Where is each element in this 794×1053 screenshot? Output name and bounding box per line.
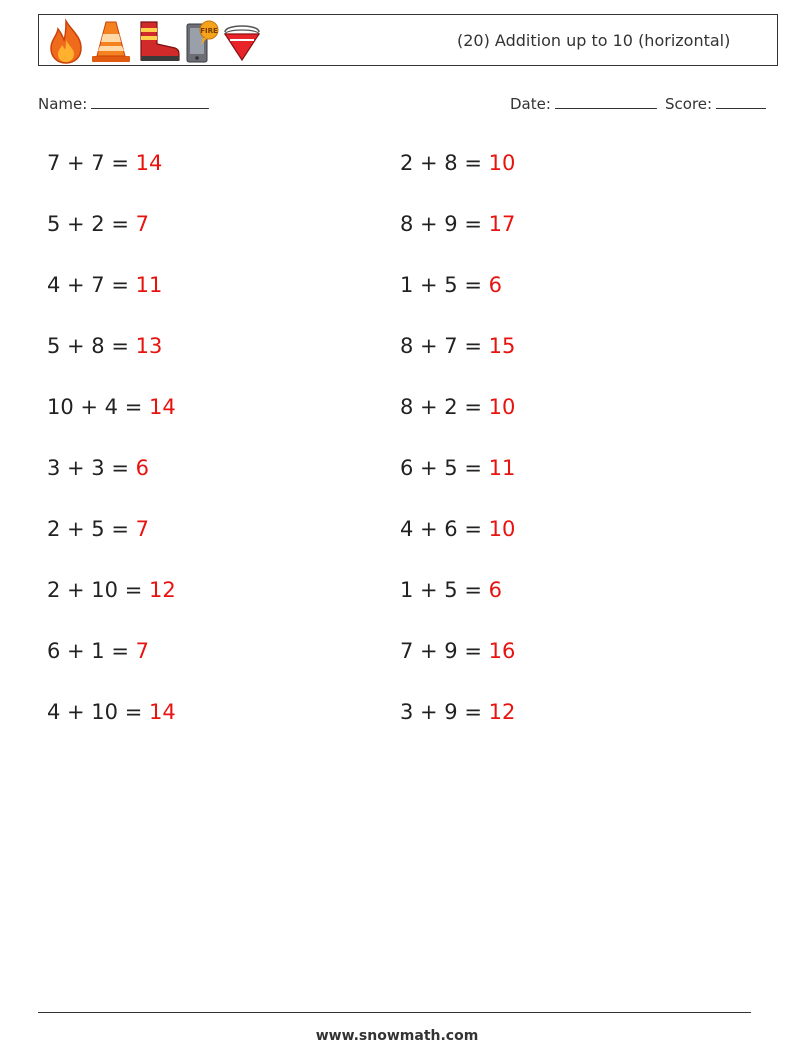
worksheet-header bbox=[38, 14, 778, 66]
equation: 5 + 2 = bbox=[47, 212, 136, 236]
equation: 4 + 10 = bbox=[47, 700, 149, 724]
answer: 10 bbox=[488, 517, 516, 541]
problem-left-7 bbox=[47, 514, 149, 544]
equation: 2 + 5 = bbox=[47, 517, 136, 541]
fire-alarm-phone-icon bbox=[183, 18, 219, 64]
problem-right-10 bbox=[400, 697, 515, 727]
problem-right-4 bbox=[400, 331, 515, 361]
problem-right-3 bbox=[400, 270, 502, 300]
date-field bbox=[510, 92, 657, 114]
answer: 7 bbox=[135, 639, 149, 663]
equation: 1 + 5 = bbox=[400, 578, 489, 602]
svg-text:FIRE: FIRE bbox=[200, 27, 218, 35]
problem-left-4 bbox=[47, 331, 162, 361]
problem-left-2 bbox=[47, 209, 149, 239]
equation: 1 + 5 = bbox=[400, 273, 489, 297]
problem-left-9 bbox=[47, 636, 149, 666]
equation: 8 + 9 = bbox=[400, 212, 489, 236]
problem-left-5 bbox=[47, 392, 176, 422]
date-label: Date: bbox=[510, 95, 551, 113]
problem-left-1 bbox=[47, 148, 162, 178]
score-blank[interactable] bbox=[716, 92, 766, 109]
date-blank[interactable] bbox=[555, 92, 657, 109]
footer-url[interactable]: www.snowmath.com bbox=[315, 1028, 479, 1044]
answer: 17 bbox=[488, 212, 516, 236]
answer: 11 bbox=[488, 456, 516, 480]
answer: 11 bbox=[135, 273, 163, 297]
problem-right-7 bbox=[400, 514, 515, 544]
answer: 15 bbox=[488, 334, 516, 358]
footer-divider bbox=[38, 1012, 751, 1013]
equation: 3 + 9 = bbox=[400, 700, 489, 724]
equation: 5 + 8 = bbox=[47, 334, 136, 358]
answer: 14 bbox=[148, 395, 176, 419]
answer: 14 bbox=[148, 700, 176, 724]
equation: 4 + 6 = bbox=[400, 517, 489, 541]
fire-bucket-icon bbox=[221, 18, 263, 64]
name-label: Name: bbox=[38, 95, 88, 113]
header-icons bbox=[45, 18, 263, 64]
answer: 7 bbox=[135, 517, 149, 541]
score-label: Score: bbox=[665, 95, 713, 113]
fire-boot-icon bbox=[135, 18, 181, 64]
answer: 12 bbox=[488, 700, 516, 724]
worksheet-title: (20) Addition up to 10 (horizontal) bbox=[457, 31, 731, 50]
answer: 10 bbox=[488, 395, 516, 419]
answer: 13 bbox=[135, 334, 163, 358]
equation: 6 + 1 = bbox=[47, 639, 136, 663]
answer: 7 bbox=[135, 212, 149, 236]
score-field bbox=[665, 92, 766, 114]
problem-right-6 bbox=[400, 453, 515, 483]
equation: 8 + 7 = bbox=[400, 334, 489, 358]
problem-left-6 bbox=[47, 453, 149, 483]
equation: 7 + 9 = bbox=[400, 639, 489, 663]
answer: 6 bbox=[488, 273, 502, 297]
answer: 12 bbox=[148, 578, 176, 602]
equation: 4 + 7 = bbox=[47, 273, 136, 297]
problem-right-8 bbox=[400, 575, 502, 605]
answer: 6 bbox=[135, 456, 149, 480]
equation: 6 + 5 = bbox=[400, 456, 489, 480]
problem-left-8 bbox=[47, 575, 176, 605]
equation: 8 + 2 = bbox=[400, 395, 489, 419]
equation: 2 + 8 = bbox=[400, 151, 489, 175]
problem-right-1 bbox=[400, 148, 515, 178]
answer: 14 bbox=[135, 151, 163, 175]
equation: 10 + 4 = bbox=[47, 395, 149, 419]
problem-right-2 bbox=[400, 209, 515, 239]
fire-icon bbox=[45, 18, 87, 64]
name-blank[interactable] bbox=[91, 92, 209, 109]
traffic-cone-icon bbox=[89, 18, 133, 64]
equation: 3 + 3 = bbox=[47, 456, 136, 480]
problem-left-10 bbox=[47, 697, 176, 727]
problem-right-9 bbox=[400, 636, 515, 666]
name-field bbox=[38, 92, 209, 114]
answer: 10 bbox=[488, 151, 516, 175]
problem-right-5 bbox=[400, 392, 515, 422]
problem-left-3 bbox=[47, 270, 162, 300]
equation: 2 + 10 = bbox=[47, 578, 149, 602]
equation: 7 + 7 = bbox=[47, 151, 136, 175]
answer: 6 bbox=[488, 578, 502, 602]
answer: 16 bbox=[488, 639, 516, 663]
